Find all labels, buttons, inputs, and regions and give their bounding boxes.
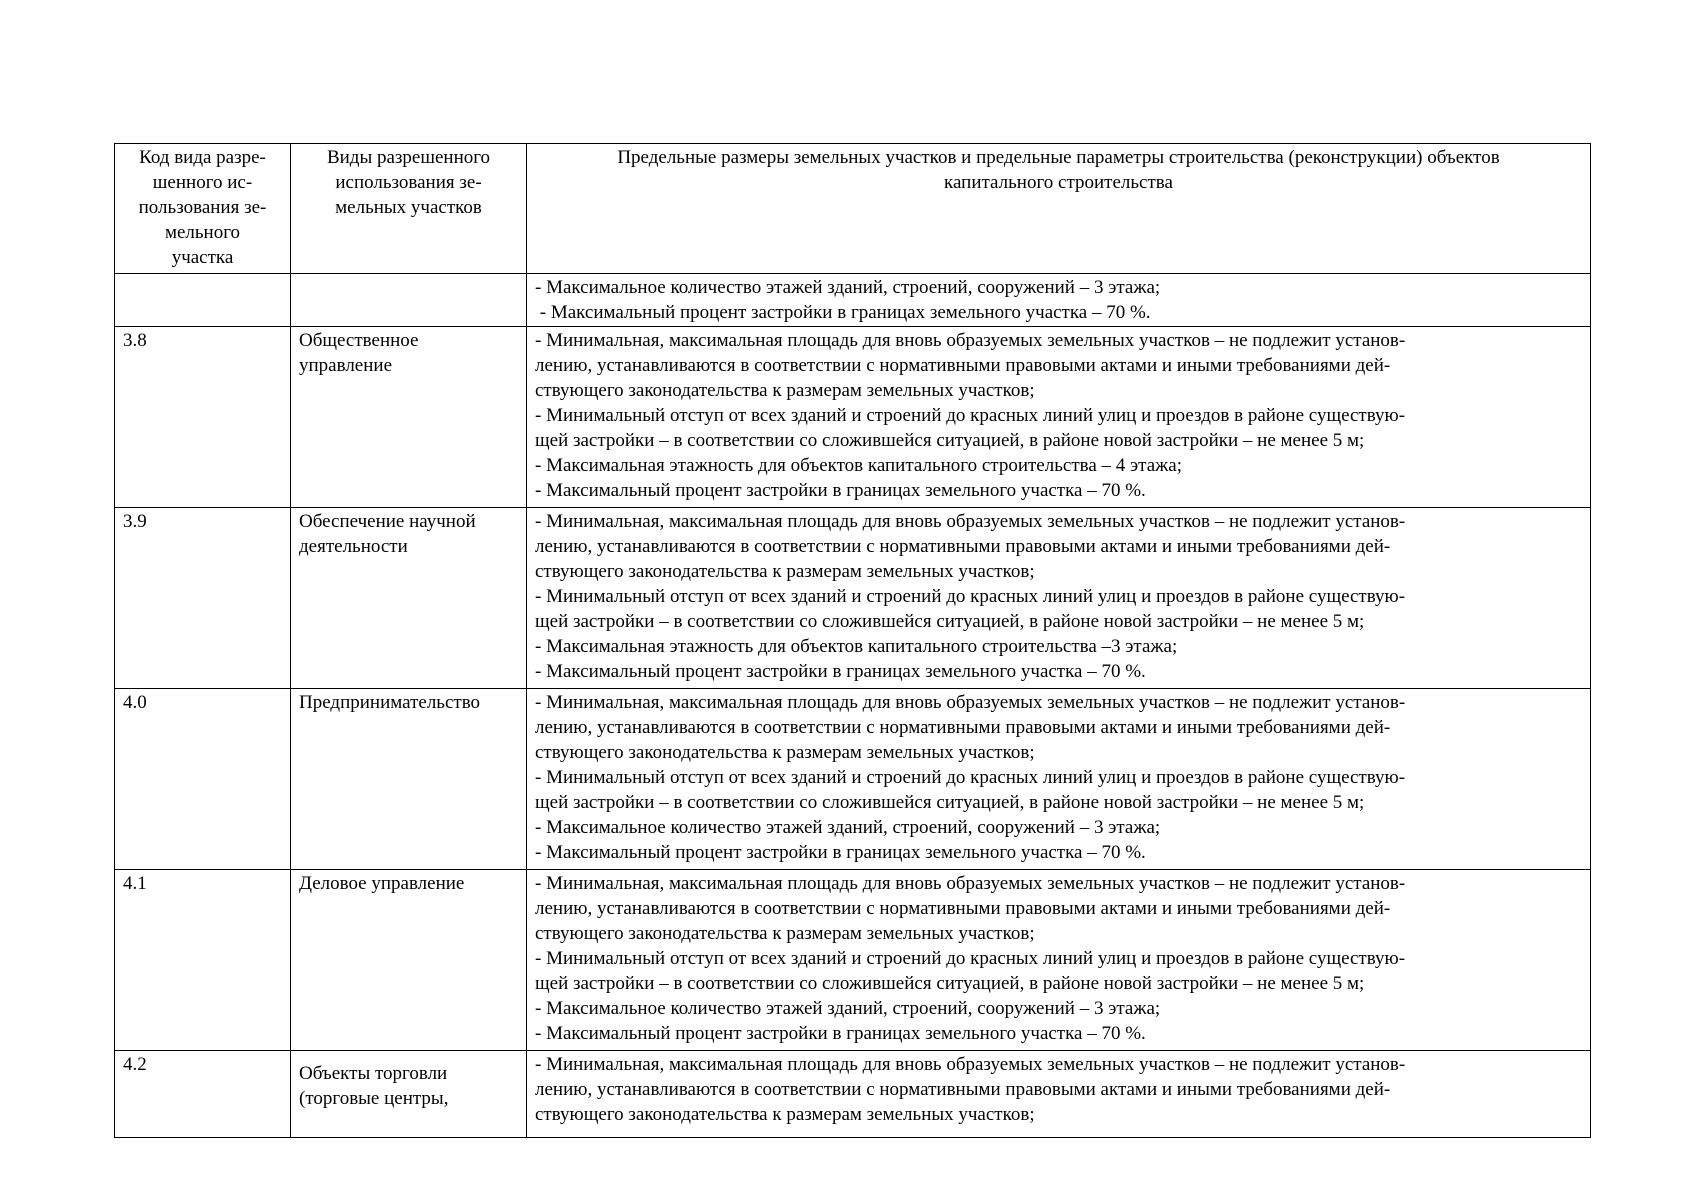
cell-parameters: - Минимальная, максимальная площадь для вновь образуемых земельных участков – не подлежит установ- лению, устанавливаются в соответствии с нормативными правовыми актами и иными требованиями дей- ствующего законодательства к размерам земельных участков; - Минимальный отступ от всех зданий и строений до красных линий улиц и проездов в районе существую- щей застройки – в соответствии со сложившейся ситуацией, в районе новой застройки – не менее 5 м; - Максимальное количество этажей зданий, строений, сооружений – 3 этажа; - Максимальный процент застройки в границах земельного участка – 70 %. [527,870,1591,1051]
cell-use: Деловое управление [291,870,527,1051]
cell-code: 3.8 [115,327,291,508]
cell-parameters: - Минимальная, максимальная площадь для вновь образуемых земельных участков – не подлежит установ- лению, устанавливаются в соответствии с нормативными правовыми актами и иными требованиями дей- ствующего законодательства к размерам земельных участков; [527,1051,1591,1138]
table-row-continuation [115,274,1591,327]
header-use-type: Виды разрешенного использования зе- мельных участков [291,144,527,274]
cell-code: 4.2 [115,1051,291,1138]
cell-code: 4.0 [115,689,291,870]
cell-code: 4.1 [115,870,291,1051]
table-row [115,1051,1591,1138]
cell-use [291,274,527,327]
cell-use: Общественное управление [291,327,527,508]
cell-parameters: - Минимальная, максимальная площадь для вновь образуемых земельных участков – не подлежит установ- лению, устанавливаются в соответствии с нормативными правовыми актами и иными требованиями дей- ствующего законодательства к размерам земельных участков; - Минимальный отступ от всех зданий и строений до красных линий улиц и проездов в районе существую- щей застройки – в соответствии со сложившейся ситуацией, в районе новой застройки – не менее 5 м; - Максимальное количество этажей зданий, строений, сооружений – 3 этажа; - Максимальный процент застройки в границах земельного участка – 70 %. [527,689,1591,870]
cell-use: Предпринимательство [291,689,527,870]
table-row [115,508,1591,689]
table-row [115,327,1591,508]
cell-code [115,274,291,327]
cell-parameters: - Минимальная, максимальная площадь для вновь образуемых земельных участков – не подлежит установ- лению, устанавливаются в соответствии с нормативными правовыми актами и иными требованиями дей- ствующего законодательства к размерам земельных участков; - Минимальный отступ от всех зданий и строений до красных линий улиц и проездов в районе существую- щей застройки – в соответствии со сложившейся ситуацией, в районе новой застройки – не менее 5 м; - Максимальная этажность для объектов капитального строительства –3 этажа; - Максимальный процент застройки в границах земельного участка – 70 %. [527,508,1591,689]
cell-use: Обеспечение научной деятельности [291,508,527,689]
header-parameters: Предельные размеры земельных участков и предельные параметры строительства (реконструкции) объектов капитального строительства [527,144,1591,274]
land-use-parameters-table [114,143,1591,1138]
cell-parameters: - Минимальная, максимальная площадь для вновь образуемых земельных участков – не подлежит установ- лению, устанавливаются в соответствии с нормативными правовыми актами и иными требованиями дей- ствующего законодательства к размерам земельных участков; - Минимальный отступ от всех зданий и строений до красных линий улиц и проездов в районе существую- щей застройки – в соответствии со сложившейся ситуацией, в районе новой застройки – не менее 5 м; - Максимальная этажность для объектов капитального строительства – 4 этажа; - Максимальный процент застройки в границах земельного участка – 70 %. [527,327,1591,508]
table-row [115,870,1591,1051]
table-row [115,689,1591,870]
table-header-row [115,144,1591,274]
cell-code: 3.9 [115,508,291,689]
cell-parameters: - Максимальное количество этажей зданий, строений, сооружений – 3 этажа; - Максимальный процент застройки в границах земельного участка – 70 %. [527,274,1591,327]
cell-use: Объекты торговли (торговые центры, [291,1051,527,1138]
header-code: Код вида разре- шенного ис- пользования зе- мельного участка [115,144,291,274]
